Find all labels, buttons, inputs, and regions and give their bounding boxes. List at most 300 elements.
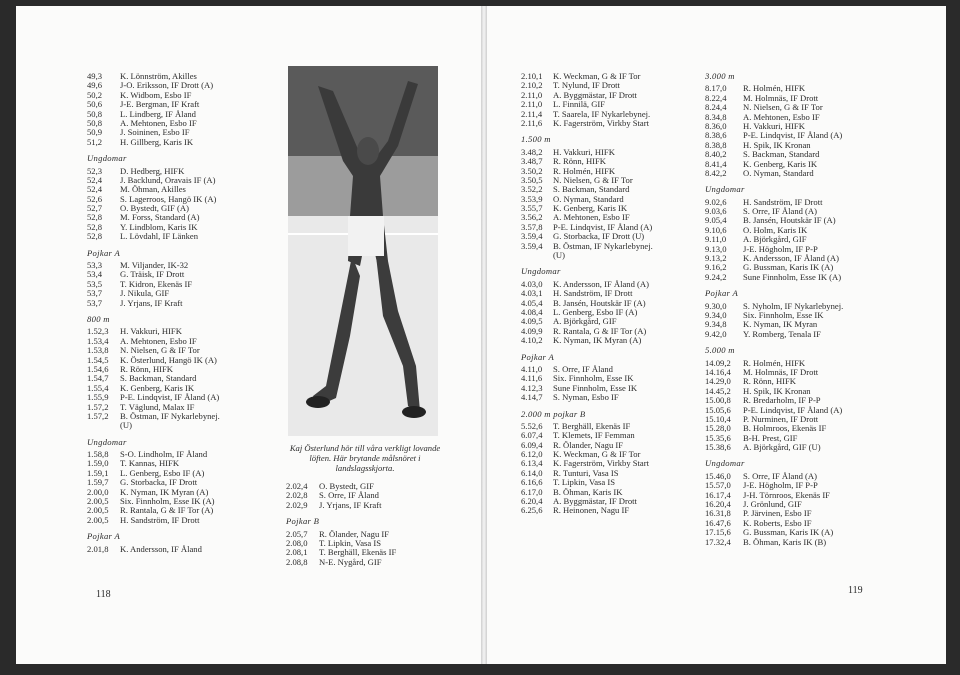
result-time: 53,5 (87, 278, 103, 289)
result-time: 49,3 (87, 71, 103, 81)
book-gutter (481, 6, 487, 664)
athlete-name: P-E. Lindqvist, IF Åland (A) (743, 130, 843, 141)
result-row (87, 280, 277, 289)
result-time: 8.40,2 (705, 149, 727, 160)
result-time: 51,2 (87, 136, 103, 147)
athlete-name: Y. Lindblom, Karis IK (120, 221, 198, 232)
athlete-name: J. Soininen, Esbo IF (120, 127, 190, 138)
result-time: 2.00,5 (87, 496, 109, 507)
athlete-name: K. Nyman, IK Myran (A) (120, 486, 209, 497)
result-time: 4.03,1 (521, 288, 543, 299)
athlete-name: H. Vakkuri, HIFK (120, 326, 182, 337)
result-time: 8.22,4 (705, 92, 727, 103)
athlete-name: N. Nielsen, G & IF Tor (120, 345, 200, 356)
result-time: 2.02,9 (286, 499, 308, 510)
athlete-name: T. Kannas, HIFK (120, 458, 180, 469)
athlete-name: G. Bussman, Karis IK (A) (743, 262, 834, 273)
athlete-name: S. Nyholm, IF Nykarlebynej. (743, 300, 844, 311)
athlete-name: S. Orre, IF Åland (A) (743, 206, 817, 217)
athlete-name: G. Storbacka, IF Drott (120, 477, 198, 488)
result-time: 6.09,4 (521, 439, 543, 450)
athlete-name: L. Finnilä, GIF (553, 99, 606, 110)
result-time: 2.11,6 (521, 117, 543, 128)
result-time: 49,6 (87, 80, 103, 91)
result-time: 53,7 (87, 288, 103, 299)
result-time (521, 251, 553, 260)
athlete-name: S. Orre, IF Åland (319, 490, 379, 501)
result-time: 2.10,2 (521, 80, 543, 91)
athlete-name: J. Nikula, GIF (120, 288, 170, 299)
athlete-name: J-E. Högholm, IF P-P (743, 480, 818, 491)
athlete-name: R. Rönn, HIFK (120, 363, 174, 374)
athlete-name: O. Holm, Karis IK (743, 224, 808, 235)
result-time: 6.17,0 (521, 486, 543, 497)
result-time: 6.13,4 (521, 458, 543, 469)
result-time: 4.09,9 (521, 325, 543, 336)
result-time: 8.41,4 (705, 158, 727, 169)
athlete-name: K. Fagerström, Virkby Start (553, 458, 649, 469)
result-row (87, 412, 277, 421)
result-time: 8.38,8 (705, 139, 727, 150)
athlete-name: H. Vakkuri, HIFK (743, 120, 805, 131)
result-row (87, 545, 277, 554)
athlete-name: Sune Finnholm, Esse IK (553, 382, 638, 393)
result-time: 2.11,0 (521, 89, 543, 100)
result-time: 3.56,2 (521, 212, 543, 223)
right-page-results-column (521, 72, 706, 516)
event-heading: 2.000 m pojkar B (521, 408, 586, 419)
result-time: 2.02,4 (286, 481, 308, 491)
athlete-name: H. Sandström, IF Drott (553, 288, 633, 299)
athlete-name: M. Öhman, Akilles (120, 184, 186, 195)
athlete-name: N. Nielsen, G & IF Tor (743, 102, 823, 113)
athlete-name: A. Mehtonen, Esbo IF (120, 117, 197, 128)
result-time: 1.57,2 (87, 401, 109, 412)
result-row (705, 330, 895, 339)
athlete-name: B-H. Prest, GIF (743, 432, 798, 443)
result-time: 52,3 (87, 165, 103, 176)
result-time: 3.50,2 (521, 165, 543, 176)
athlete-name: S. Nyman, Esbo IF (553, 392, 619, 403)
athlete-name: R. Rantala, G & IF Tor (A) (120, 505, 214, 516)
result-row (521, 251, 706, 260)
athlete-name: Six. Finnholm, Esse IK (553, 373, 634, 384)
athlete-name: K. Genberg, Karis IK (743, 158, 818, 169)
athlete-name: A. Byggmästar, IF Drott (553, 496, 637, 507)
athlete-name: J-H. Törnroos, Ekenäs IF (743, 489, 830, 500)
athlete-name: A. Björkgård, GIF (743, 234, 807, 245)
result-time: 9.10,6 (705, 224, 727, 235)
result-time: 1.59,0 (87, 458, 109, 469)
athlete-name: H. Vakkuri, HIFK (553, 146, 615, 157)
athlete-name: J-E. Högholm, IF P-P (743, 243, 818, 254)
result-time: 2.08,8 (286, 556, 308, 567)
athlete-name: T. Klemets, IF Femman (553, 430, 635, 441)
athlete-name: T. Kidron, Ekenäs IF (120, 278, 193, 289)
result-time: 3.59,4 (521, 231, 543, 242)
result-time: 4.03,0 (521, 278, 543, 289)
athlete-name: H. Spik, IK Kronan (743, 385, 811, 396)
result-time: 50,8 (87, 117, 103, 128)
left-page-results-column (87, 72, 277, 554)
athlete-name: T. Nylund, IF Drott (553, 80, 620, 91)
athlete-name: A. Björkgård, GIF (U) (743, 442, 821, 453)
result-time: 9.34,0 (705, 309, 727, 320)
result-row (705, 169, 895, 178)
event-heading: Pojkar A (705, 288, 739, 299)
right-page-number: 119 (848, 585, 863, 596)
result-time: 8.34,8 (705, 111, 727, 122)
result-time: 3.48,2 (521, 146, 543, 157)
left-page-results-column-2 (286, 482, 446, 567)
result-time: 52,7 (87, 203, 103, 214)
result-time: 2.11,0 (521, 99, 543, 110)
runner-figure-image (288, 66, 438, 436)
result-time: 52,8 (87, 212, 103, 223)
result-row (521, 242, 706, 251)
result-time: 3.55,7 (521, 203, 543, 214)
athlete-name: (U) (120, 420, 132, 431)
result-time: 9.30,0 (705, 300, 727, 311)
result-time: 1.52,3 (87, 326, 109, 337)
athlete-name: A. Mehtonen, Esbo IF (553, 212, 630, 223)
athlete-name: P. Järvinen, Esbo IF (743, 508, 812, 519)
athlete-name: Six. Finnholm, Esse IK (743, 309, 824, 320)
athlete-name: K. Andersson, IF Åland (A) (553, 278, 649, 289)
athlete-name: L. Genberg, Esbo IF (A) (553, 306, 638, 317)
athlete-name: L. Genberg, Esbo IF (A) (120, 467, 205, 478)
result-time: 16.17,4 (705, 489, 731, 500)
result-time: 6.25,6 (521, 505, 543, 516)
athlete-name: R. Holmén, HIFK (743, 83, 806, 94)
athlete-name: S. Backman, Standard (743, 149, 820, 160)
athlete-name: B. Östman, IF Nykarlebynej. (120, 410, 220, 421)
athlete-name: Sune Finnholm, Esse IK (A) (743, 271, 842, 282)
result-time: 4.12,3 (521, 382, 543, 393)
result-row (705, 368, 895, 377)
result-time (87, 421, 120, 430)
athlete-name: O. Nyman, Standard (743, 167, 814, 178)
event-heading: Ungdomar (87, 153, 127, 164)
athlete-name: B. Jansén, Houtskär IF (A) (743, 215, 836, 226)
result-time: 8.36,0 (705, 120, 727, 131)
result-time: 6.07,4 (521, 430, 543, 441)
athlete-name: P-E. Lindqvist, IF Åland (A) (743, 404, 843, 415)
result-time: 50,2 (87, 89, 103, 100)
result-row (87, 516, 277, 525)
result-time: 15.57,0 (705, 480, 731, 491)
athlete-name: R. Bredarholm, IF P-P (743, 395, 821, 406)
result-time: 1.57,2 (87, 410, 109, 421)
result-time: 9.11,0 (705, 234, 727, 245)
athlete-name: J. Yrjans, IF Kraft (120, 297, 183, 308)
athlete-name: J-O. Eriksson, IF Drott (A) (120, 80, 214, 91)
result-time: 8.42,2 (705, 167, 727, 178)
result-time: 1.55,4 (87, 382, 109, 393)
result-time: 2.11,4 (521, 108, 543, 119)
result-time: 4.08,4 (521, 306, 543, 317)
result-time: 9.42,0 (705, 328, 727, 339)
result-row (87, 232, 277, 241)
photo-caption: Kaj Österlund hör till våra verkligt lovande löften. Här brytande målsnöret i landslagsskjorta. (289, 443, 441, 473)
result-time: 2.00,0 (87, 486, 109, 497)
athlete-name: D. Hedberg, HIFK (120, 165, 185, 176)
result-row (705, 538, 895, 547)
result-time: 3.50,5 (521, 174, 543, 185)
result-time: 15.10,4 (705, 413, 731, 424)
result-row (521, 119, 706, 128)
athlete-name: T. Väglund, Malax IF (120, 401, 195, 412)
result-time: 9.05,4 (705, 215, 727, 226)
result-time: 9.13,2 (705, 253, 727, 264)
athlete-name: J. Backlund, Oravais IF (A) (120, 174, 216, 185)
athlete-name: T. Lipkin, Vasa IS (319, 537, 381, 548)
athlete-name: P-E. Lindqvist, IF Åland (A) (553, 221, 653, 232)
result-time: 53,4 (87, 269, 103, 280)
result-time: 3.53,9 (521, 193, 543, 204)
event-heading: 5.000 m (705, 345, 735, 356)
right-page-results-column-2 (705, 72, 895, 547)
result-time: 53,3 (87, 260, 103, 271)
result-time: 9.34,8 (705, 319, 727, 330)
athlete-name: J. Yrjans, IF Kraft (319, 499, 382, 510)
athlete-name: B. Öhman, Karis IK (B) (743, 536, 827, 547)
result-time: 16.20,4 (705, 499, 731, 510)
athlete-name: R. Holmén, HIFK (553, 165, 616, 176)
result-time: 4.05,4 (521, 297, 543, 308)
result-time: 6.20,4 (521, 496, 543, 507)
result-time: 16.47,6 (705, 517, 731, 528)
result-time: 52,8 (87, 221, 103, 232)
athlete-name: R. Ölander, Nagu IF (553, 439, 624, 450)
athlete-name: K. Weckman, G & IF Tor (553, 449, 641, 460)
result-time: 1.54,5 (87, 354, 109, 365)
athlete-name: K. Widbom, Esbo IF (120, 89, 192, 100)
athlete-name: Y. Romberg, Tenala IF (743, 328, 821, 339)
athlete-name: J. Grönlund, GIF (743, 499, 802, 510)
result-time: 2.08,0 (286, 537, 308, 548)
result-time: 14.09,2 (705, 357, 731, 368)
athlete-name: M. Holmnäs, IF Drott (743, 92, 819, 103)
result-time: 14.45,2 (705, 385, 731, 396)
athlete-name: K. Fagerström, Virkby Start (553, 117, 649, 128)
result-row (521, 148, 706, 157)
result-time: 4.09,5 (521, 316, 543, 327)
result-row (521, 91, 706, 100)
result-time: 8.24,4 (705, 102, 727, 113)
athlete-name: S. Lagerroos, Hangö IK (A) (120, 193, 217, 204)
athlete-name: B. Holmroos, Ekenäs IF (743, 423, 827, 434)
event-heading: Pojkar A (87, 531, 121, 542)
athlete-name: B. Öhman, Karis IK (553, 486, 623, 497)
athlete-name: K. Genberg, Karis IK (120, 382, 195, 393)
athlete-name: P. Nurminen, IF Drott (743, 413, 819, 424)
left-page-number: 118 (96, 589, 111, 600)
result-time: 16.31,8 (705, 508, 731, 519)
result-row (286, 501, 446, 510)
athlete-name: M. Viljander, IK-32 (120, 260, 189, 271)
athlete-name: B. Jansén, Houtskär IF (A) (553, 297, 646, 308)
result-time: 1.58,8 (87, 449, 109, 460)
athlete-name: R. Tunturi, Vasa IS (553, 467, 619, 478)
result-row (87, 289, 277, 298)
athlete-name: K. Nyman, IK Myran (A) (553, 335, 642, 346)
event-heading: Ungdomar (521, 266, 561, 277)
result-time: 15.35,6 (705, 432, 731, 443)
result-time: 2.05,7 (286, 528, 308, 539)
result-time: 17.32,4 (705, 536, 731, 547)
athlete-name: (U) (553, 250, 565, 261)
result-row (87, 450, 277, 459)
result-time: 15.00,8 (705, 395, 731, 406)
result-time: 52,8 (87, 231, 103, 242)
athlete-name: B. Östman, IF Nykarlebynej. (553, 240, 653, 251)
athlete-name: K. Nyman, IK Myran (743, 319, 818, 330)
result-time: 8.17,0 (705, 83, 727, 94)
athlete-name: K. Andersson, IF Åland (120, 543, 202, 554)
result-row (87, 356, 277, 365)
athlete-name: T. Berghäll, Ekenäs IF (319, 547, 397, 558)
result-time: 1.53,4 (87, 335, 109, 346)
result-row (705, 273, 895, 282)
event-heading: 1.500 m (521, 134, 551, 145)
athlete-name: T. Saarela, IF Nykarlebynej. (553, 108, 651, 119)
result-time: 9.02,6 (705, 196, 727, 207)
result-time: 2.08,1 (286, 547, 308, 558)
result-time: 15.46,0 (705, 470, 731, 481)
athlete-name: K. Roberts, Esbo IF (743, 517, 812, 528)
athlete-name: K. Lönnström, Akilles (120, 71, 197, 81)
athlete-name: S. Backman, Standard (120, 373, 197, 384)
athlete-name: S-O. Lindholm, IF Åland (120, 449, 208, 460)
result-row (87, 299, 277, 308)
result-time: 9.13,0 (705, 243, 727, 254)
result-time: 9.24,2 (705, 271, 727, 282)
result-time: 9.16,2 (705, 262, 727, 273)
result-time: 1.55,9 (87, 392, 109, 403)
athlete-name: P-E. Lindqvist, IF Åland (A) (120, 392, 220, 403)
result-time: 5.52,6 (521, 420, 543, 431)
event-heading: 3.000 m (705, 71, 735, 81)
result-time: 1.54,6 (87, 363, 109, 374)
result-time: 4.11,6 (521, 373, 543, 384)
result-row (87, 138, 277, 147)
athlete-name: H. Sandström, IF Drott (743, 196, 823, 207)
result-time: 6.16,6 (521, 477, 543, 488)
result-row (521, 393, 706, 402)
result-row (286, 558, 446, 567)
result-time: 3.52,2 (521, 184, 543, 195)
result-time: 2.00,5 (87, 505, 109, 516)
event-heading: Pojkar B (286, 516, 320, 527)
athlete-name: A. Mehtonen, Esbo IF (743, 111, 820, 122)
athlete-name: O. Bystedt, GIF (319, 481, 374, 491)
result-time: 8.38,6 (705, 130, 727, 141)
athlete-name: R. Rönn, HIFK (553, 156, 607, 167)
result-time: 1.54,7 (87, 373, 109, 384)
athlete-name: K. Österlund, Hangö IK (A) (120, 354, 217, 365)
athlete-name: S. Backman, Standard (553, 184, 630, 195)
result-time: 3.59,4 (521, 240, 543, 251)
result-row (705, 424, 895, 433)
result-row (521, 506, 706, 515)
result-time: 15.28,0 (705, 423, 731, 434)
athlete-name: H. Gillberg, Karis IK (120, 136, 194, 147)
athlete-name: R. Ölander, Nagu IF (319, 528, 390, 539)
result-time: 52,4 (87, 174, 103, 185)
result-time: 2.01,8 (87, 543, 109, 554)
athlete-name: R. Rantala, G & IF Tor (A) (553, 325, 647, 336)
athlete-name: N. Nielsen, G & IF Tor (553, 174, 633, 185)
athlete-name: M. Forss, Standard (A) (120, 212, 200, 223)
result-time: 4.10,2 (521, 335, 543, 346)
result-time: 6.12,0 (521, 449, 543, 460)
result-time: 1.59,1 (87, 467, 109, 478)
event-heading: Pojkar A (87, 247, 121, 258)
result-time: 14.16,4 (705, 366, 731, 377)
athlete-name: O. Nyman, Standard (553, 193, 624, 204)
athlete-name: T. Lipkin, Vasa IS (553, 477, 615, 488)
result-row (87, 421, 277, 430)
result-time: 2.00,5 (87, 514, 109, 525)
athlete-name: Six. Finnholm, Esse IK (A) (120, 496, 215, 507)
event-heading: Pojkar A (521, 351, 555, 362)
result-time: 52,6 (87, 193, 103, 204)
athlete-name: G. Träisk, IF Drott (120, 269, 185, 280)
result-time: 9.03,6 (705, 206, 727, 217)
result-time: 1.53,8 (87, 345, 109, 356)
result-row (705, 443, 895, 452)
athlete-name: A. Byggmästar, IF Drott (553, 89, 637, 100)
athlete-name: A. Björkgård, GIF (553, 316, 617, 327)
athlete-name: L. Lövdahl, IF Länken (120, 231, 199, 242)
result-time: 15.38,6 (705, 442, 731, 453)
result-time: 2.02,8 (286, 490, 308, 501)
result-time: 52,4 (87, 184, 103, 195)
result-time: 15.05,6 (705, 404, 731, 415)
athlete-name: J-E. Bergman, IF Kraft (120, 99, 200, 110)
athlete-name: N-E. Nygård, GIF (319, 556, 382, 567)
athlete-name: G. Bussman, Karis IK (A) (743, 527, 834, 538)
athlete-name: T. Berghäll, Ekenäs IF (553, 420, 631, 431)
result-time: 3.48,7 (521, 156, 543, 167)
athlete-name: S. Orre, IF Åland (553, 363, 613, 374)
athlete-name: M. Holmnäs, IF Drott (743, 366, 819, 377)
event-heading: Ungdomar (87, 436, 127, 447)
athlete-name: A. Mehtonen, Esbo IF (120, 335, 197, 346)
result-time: 3.57,8 (521, 221, 543, 232)
result-time: 50,6 (87, 99, 103, 110)
event-heading: 800 m (87, 313, 110, 324)
result-time: 6.14,0 (521, 467, 543, 478)
result-time: 4.14,7 (521, 392, 543, 403)
athlete-name: L. Lindberg, IF Åland (120, 108, 196, 119)
athlete-name: R. Holmén, HIFK (743, 357, 806, 368)
event-heading: Ungdomar (705, 184, 745, 195)
athlete-name: R. Heinonen, Nagu IF (553, 505, 630, 516)
result-time: 4.11,0 (521, 363, 543, 374)
result-time: 1.59,7 (87, 477, 109, 488)
result-time: 50,9 (87, 127, 103, 138)
athlete-name: H. Sandström, IF Drott (120, 514, 200, 525)
athlete-name: K. Weckman, G & IF Tor (553, 71, 641, 81)
result-time: 53,7 (87, 297, 103, 308)
event-heading: Ungdomar (705, 458, 745, 469)
result-time: 2.10,1 (521, 71, 543, 81)
athlete-name: K. Genberg, Karis IK (553, 203, 628, 214)
athlete-name: G. Storbacka, IF Drott (U) (553, 231, 645, 242)
athlete-name: K. Andersson, IF Åland (A) (743, 253, 839, 264)
